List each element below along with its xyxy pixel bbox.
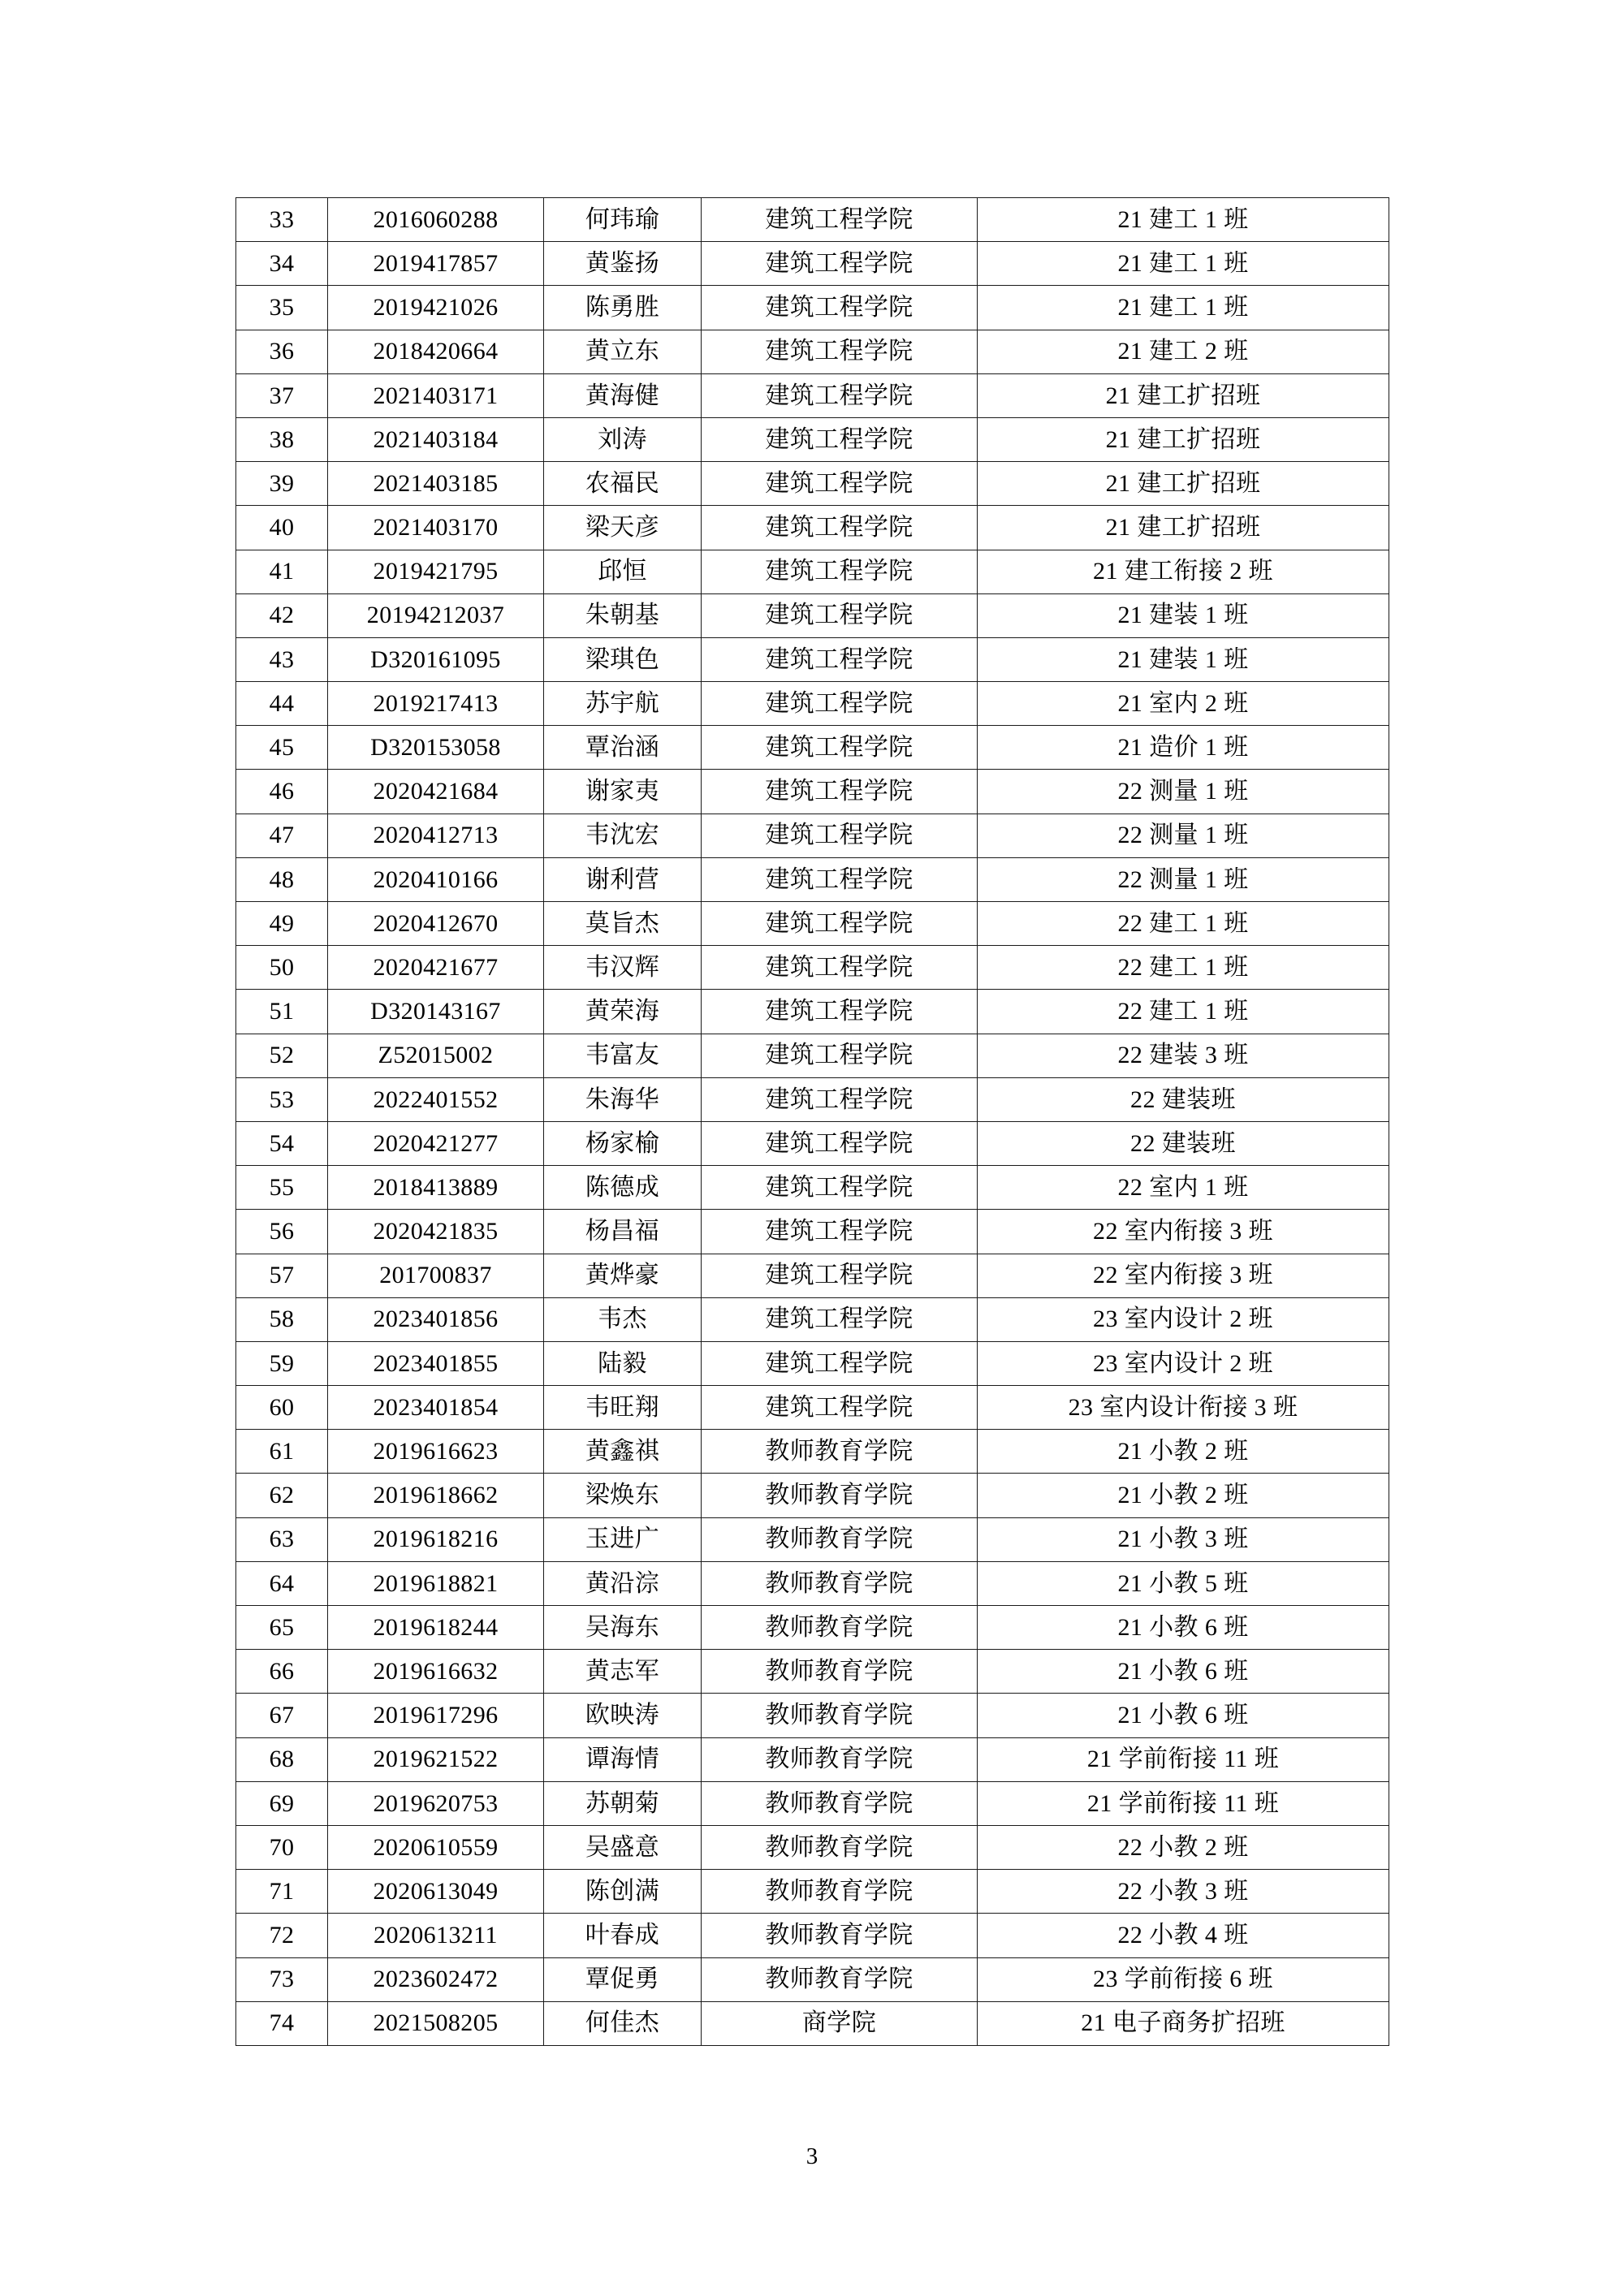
cell-student-id: 2019417857 <box>328 242 544 286</box>
cell-student-name: 谢家夷 <box>544 770 702 814</box>
cell-student-name: 刘涛 <box>544 417 702 461</box>
cell-student-id: 2019621522 <box>328 1737 544 1781</box>
cell-student-id: 2019618821 <box>328 1561 544 1605</box>
cell-student-name: 黄荣海 <box>544 990 702 1034</box>
table-row <box>236 417 1389 461</box>
table-row <box>236 1914 1389 1957</box>
cell-student-name: 叶春成 <box>544 1914 702 1957</box>
cell-college: 建筑工程学院 <box>702 902 978 946</box>
cell-college: 建筑工程学院 <box>702 990 978 1034</box>
cell-sequence-number: 66 <box>236 1650 328 1694</box>
cell-student-name: 陆毅 <box>544 1341 702 1385</box>
page-number: 3 <box>806 2143 818 2169</box>
cell-student-id: 20194212037 <box>328 593 544 637</box>
cell-student-name: 韦沈宏 <box>544 814 702 857</box>
cell-sequence-number: 68 <box>236 1737 328 1781</box>
cell-sequence-number: 64 <box>236 1561 328 1605</box>
table-row <box>236 1121 1389 1165</box>
cell-student-id: 2018420664 <box>328 330 544 373</box>
cell-student-name: 朱海华 <box>544 1077 702 1121</box>
table-row <box>236 1650 1389 1694</box>
cell-sequence-number: 44 <box>236 682 328 726</box>
cell-class: 21 建工扩招班 <box>978 373 1389 417</box>
cell-class: 22 建工 1 班 <box>978 990 1389 1034</box>
cell-sequence-number: 33 <box>236 198 328 242</box>
cell-sequence-number: 49 <box>236 902 328 946</box>
cell-student-id: 2018413889 <box>328 1166 544 1210</box>
cell-class: 21 建工 1 班 <box>978 198 1389 242</box>
table-row <box>236 1694 1389 1737</box>
table-row <box>236 1386 1389 1430</box>
table-row <box>236 726 1389 770</box>
cell-class: 21 小教 6 班 <box>978 1606 1389 1650</box>
table-row <box>236 770 1389 814</box>
cell-class: 22 测量 1 班 <box>978 857 1389 901</box>
cell-college: 建筑工程学院 <box>702 1121 978 1165</box>
cell-sequence-number: 34 <box>236 242 328 286</box>
cell-class: 21 电子商务扩招班 <box>978 2001 1389 2045</box>
cell-sequence-number: 62 <box>236 1474 328 1517</box>
cell-class: 21 建工 1 班 <box>978 286 1389 330</box>
cell-college: 教师教育学院 <box>702 1957 978 2001</box>
cell-student-id: D320161095 <box>328 637 544 681</box>
table-row <box>236 550 1389 593</box>
cell-sequence-number: 57 <box>236 1254 328 1297</box>
cell-sequence-number: 50 <box>236 946 328 990</box>
cell-sequence-number: 35 <box>236 286 328 330</box>
cell-sequence-number: 37 <box>236 373 328 417</box>
cell-sequence-number: 71 <box>236 1870 328 1914</box>
cell-college: 教师教育学院 <box>702 1914 978 1957</box>
cell-class: 21 小教 3 班 <box>978 1517 1389 1561</box>
cell-student-id: 2021508205 <box>328 2001 544 2045</box>
cell-student-id: 2019217413 <box>328 682 544 726</box>
cell-student-name: 何佳杰 <box>544 2001 702 2045</box>
table-row <box>236 1561 1389 1605</box>
cell-student-id: 2023401856 <box>328 1297 544 1341</box>
cell-college: 建筑工程学院 <box>702 726 978 770</box>
cell-college: 教师教育学院 <box>702 1694 978 1737</box>
cell-student-id: 2020412713 <box>328 814 544 857</box>
table-row <box>236 506 1389 550</box>
cell-student-name: 杨家榆 <box>544 1121 702 1165</box>
cell-sequence-number: 52 <box>236 1034 328 1077</box>
cell-college: 建筑工程学院 <box>702 286 978 330</box>
cell-student-name: 吴海东 <box>544 1606 702 1650</box>
cell-student-id: 2020610559 <box>328 1825 544 1869</box>
cell-sequence-number: 51 <box>236 990 328 1034</box>
cell-sequence-number: 65 <box>236 1606 328 1650</box>
cell-student-id: 2020613049 <box>328 1870 544 1914</box>
cell-class: 22 室内衔接 3 班 <box>978 1210 1389 1254</box>
cell-college: 建筑工程学院 <box>702 682 978 726</box>
cell-student-id: 2020421835 <box>328 1210 544 1254</box>
cell-class: 22 小教 3 班 <box>978 1870 1389 1914</box>
cell-class: 22 建装 3 班 <box>978 1034 1389 1077</box>
cell-college: 建筑工程学院 <box>702 637 978 681</box>
cell-college: 建筑工程学院 <box>702 1077 978 1121</box>
cell-student-name: 谭海情 <box>544 1737 702 1781</box>
student-roster-table <box>235 197 1389 2046</box>
table-row <box>236 1957 1389 2001</box>
cell-class: 23 室内设计 2 班 <box>978 1341 1389 1385</box>
cell-sequence-number: 58 <box>236 1297 328 1341</box>
cell-class: 23 室内设计衔接 3 班 <box>978 1386 1389 1430</box>
cell-college: 建筑工程学院 <box>702 550 978 593</box>
cell-college: 教师教育学院 <box>702 1737 978 1781</box>
cell-student-id: 2023602472 <box>328 1957 544 2001</box>
cell-student-name: 陈勇胜 <box>544 286 702 330</box>
cell-college: 商学院 <box>702 2001 978 2045</box>
cell-sequence-number: 54 <box>236 1121 328 1165</box>
cell-class: 21 学前衔接 11 班 <box>978 1737 1389 1781</box>
cell-student-name: 黄鑫祺 <box>544 1430 702 1474</box>
cell-sequence-number: 48 <box>236 857 328 901</box>
table-row <box>236 462 1389 506</box>
cell-college: 建筑工程学院 <box>702 857 978 901</box>
cell-college: 建筑工程学院 <box>702 1254 978 1297</box>
cell-sequence-number: 42 <box>236 593 328 637</box>
cell-class: 21 建装 1 班 <box>978 637 1389 681</box>
cell-student-id: 2019421026 <box>328 286 544 330</box>
cell-college: 建筑工程学院 <box>702 1210 978 1254</box>
cell-class: 22 测量 1 班 <box>978 814 1389 857</box>
cell-college: 教师教育学院 <box>702 1430 978 1474</box>
cell-college: 建筑工程学院 <box>702 417 978 461</box>
cell-sequence-number: 43 <box>236 637 328 681</box>
cell-student-id: 2022401552 <box>328 1077 544 1121</box>
cell-student-name: 梁焕东 <box>544 1474 702 1517</box>
cell-sequence-number: 59 <box>236 1341 328 1385</box>
cell-sequence-number: 47 <box>236 814 328 857</box>
cell-class: 22 建工 1 班 <box>978 902 1389 946</box>
table-row <box>236 593 1389 637</box>
cell-college: 建筑工程学院 <box>702 198 978 242</box>
cell-college: 建筑工程学院 <box>702 506 978 550</box>
cell-class: 21 小教 6 班 <box>978 1650 1389 1694</box>
cell-sequence-number: 74 <box>236 2001 328 2045</box>
cell-sequence-number: 36 <box>236 330 328 373</box>
cell-class: 21 建工 2 班 <box>978 330 1389 373</box>
cell-student-name: 黄鉴扬 <box>544 242 702 286</box>
cell-student-name: 玉进广 <box>544 1517 702 1561</box>
cell-class: 22 室内 1 班 <box>978 1166 1389 1210</box>
cell-student-id: 2020421684 <box>328 770 544 814</box>
cell-college: 建筑工程学院 <box>702 814 978 857</box>
table-row <box>236 946 1389 990</box>
cell-sequence-number: 39 <box>236 462 328 506</box>
cell-class: 22 建工 1 班 <box>978 946 1389 990</box>
cell-class: 23 室内设计 2 班 <box>978 1297 1389 1341</box>
cell-student-name: 农福民 <box>544 462 702 506</box>
cell-student-name: 韦旺翔 <box>544 1386 702 1430</box>
cell-class: 21 建工衔接 2 班 <box>978 550 1389 593</box>
cell-sequence-number: 70 <box>236 1825 328 1869</box>
cell-college: 建筑工程学院 <box>702 1386 978 1430</box>
cell-student-id: 2020412670 <box>328 902 544 946</box>
table-row <box>236 857 1389 901</box>
cell-student-id: 2023401855 <box>328 1341 544 1385</box>
table-row <box>236 1341 1389 1385</box>
cell-student-name: 黄海健 <box>544 373 702 417</box>
cell-college: 建筑工程学院 <box>702 330 978 373</box>
cell-class: 21 小教 6 班 <box>978 1694 1389 1737</box>
cell-student-id: 2020410166 <box>328 857 544 901</box>
cell-student-name: 苏宇航 <box>544 682 702 726</box>
cell-student-name: 韦富友 <box>544 1034 702 1077</box>
cell-class: 21 造价 1 班 <box>978 726 1389 770</box>
table-row <box>236 2001 1389 2045</box>
cell-sequence-number: 56 <box>236 1210 328 1254</box>
cell-class: 23 学前衔接 6 班 <box>978 1957 1389 2001</box>
table-row <box>236 1254 1389 1297</box>
cell-sequence-number: 53 <box>236 1077 328 1121</box>
cell-class: 21 室内 2 班 <box>978 682 1389 726</box>
table-row <box>236 1870 1389 1914</box>
cell-college: 建筑工程学院 <box>702 1034 978 1077</box>
table-row <box>236 990 1389 1034</box>
cell-student-name: 苏朝菊 <box>544 1781 702 1825</box>
cell-class: 21 建装 1 班 <box>978 593 1389 637</box>
table-row <box>236 1781 1389 1825</box>
cell-student-id: 2020421277 <box>328 1121 544 1165</box>
table-row <box>236 1034 1389 1077</box>
cell-student-id: 2021403171 <box>328 373 544 417</box>
cell-student-name: 覃促勇 <box>544 1957 702 2001</box>
cell-student-name: 谢利营 <box>544 857 702 901</box>
table-row <box>236 1517 1389 1561</box>
cell-sequence-number: 46 <box>236 770 328 814</box>
cell-college: 教师教育学院 <box>702 1606 978 1650</box>
cell-college: 教师教育学院 <box>702 1650 978 1694</box>
table-row <box>236 1077 1389 1121</box>
cell-student-id: Z52015002 <box>328 1034 544 1077</box>
cell-student-name: 梁天彦 <box>544 506 702 550</box>
roster-table-body <box>236 198 1389 2046</box>
cell-sequence-number: 67 <box>236 1694 328 1737</box>
cell-student-id: 2019421795 <box>328 550 544 593</box>
table-row <box>236 637 1389 681</box>
cell-college: 建筑工程学院 <box>702 1341 978 1385</box>
cell-student-id: 2023401854 <box>328 1386 544 1430</box>
table-row <box>236 330 1389 373</box>
cell-student-name: 吴盛意 <box>544 1825 702 1869</box>
cell-college: 建筑工程学院 <box>702 242 978 286</box>
cell-student-id: 2016060288 <box>328 198 544 242</box>
cell-sequence-number: 41 <box>236 550 328 593</box>
table-row <box>236 198 1389 242</box>
cell-college: 建筑工程学院 <box>702 593 978 637</box>
cell-sequence-number: 55 <box>236 1166 328 1210</box>
cell-class: 21 小教 2 班 <box>978 1474 1389 1517</box>
cell-student-id: 2019618662 <box>328 1474 544 1517</box>
table-row <box>236 902 1389 946</box>
cell-sequence-number: 69 <box>236 1781 328 1825</box>
cell-class: 21 建工扩招班 <box>978 462 1389 506</box>
cell-sequence-number: 63 <box>236 1517 328 1561</box>
cell-student-name: 莫旨杰 <box>544 902 702 946</box>
cell-student-name: 陈创满 <box>544 1870 702 1914</box>
cell-sequence-number: 45 <box>236 726 328 770</box>
cell-college: 建筑工程学院 <box>702 946 978 990</box>
cell-college: 建筑工程学院 <box>702 1166 978 1210</box>
cell-student-id: 2021403185 <box>328 462 544 506</box>
cell-sequence-number: 40 <box>236 506 328 550</box>
cell-college: 教师教育学院 <box>702 1781 978 1825</box>
cell-student-name: 杨昌福 <box>544 1210 702 1254</box>
cell-student-name: 欧映涛 <box>544 1694 702 1737</box>
cell-student-id: 2019618216 <box>328 1517 544 1561</box>
cell-class: 21 建工扩招班 <box>978 506 1389 550</box>
cell-class: 22 室内衔接 3 班 <box>978 1254 1389 1297</box>
cell-college: 教师教育学院 <box>702 1517 978 1561</box>
table-row <box>236 682 1389 726</box>
cell-student-id: 2021403170 <box>328 506 544 550</box>
cell-student-name: 韦杰 <box>544 1297 702 1341</box>
cell-student-id: 2020613211 <box>328 1914 544 1957</box>
table-row <box>236 1737 1389 1781</box>
table-row <box>236 1606 1389 1650</box>
cell-student-name: 何玮瑜 <box>544 198 702 242</box>
table-row <box>236 814 1389 857</box>
cell-student-id: 201700837 <box>328 1254 544 1297</box>
cell-class: 22 小教 4 班 <box>978 1914 1389 1957</box>
table-row <box>236 286 1389 330</box>
cell-college: 建筑工程学院 <box>702 770 978 814</box>
cell-sequence-number: 38 <box>236 417 328 461</box>
cell-student-id: 2019618244 <box>328 1606 544 1650</box>
cell-class: 22 建装班 <box>978 1077 1389 1121</box>
cell-class: 22 小教 2 班 <box>978 1825 1389 1869</box>
cell-college: 教师教育学院 <box>702 1825 978 1869</box>
cell-college: 建筑工程学院 <box>702 462 978 506</box>
cell-student-id: 2021403184 <box>328 417 544 461</box>
cell-student-name: 黄烨豪 <box>544 1254 702 1297</box>
cell-student-id: D320143167 <box>328 990 544 1034</box>
cell-student-id: D320153058 <box>328 726 544 770</box>
cell-sequence-number: 72 <box>236 1914 328 1957</box>
cell-student-id: 2019616632 <box>328 1650 544 1694</box>
cell-student-name: 朱朝基 <box>544 593 702 637</box>
cell-student-name: 黄沿淙 <box>544 1561 702 1605</box>
table-row <box>236 373 1389 417</box>
cell-college: 教师教育学院 <box>702 1474 978 1517</box>
cell-student-name: 韦汉辉 <box>544 946 702 990</box>
cell-class: 22 测量 1 班 <box>978 770 1389 814</box>
table-row <box>236 242 1389 286</box>
cell-student-name: 覃治涵 <box>544 726 702 770</box>
cell-sequence-number: 60 <box>236 1386 328 1430</box>
table-row <box>236 1166 1389 1210</box>
cell-student-name: 黄志军 <box>544 1650 702 1694</box>
cell-student-name: 邱恒 <box>544 550 702 593</box>
cell-student-name: 陈德成 <box>544 1166 702 1210</box>
cell-student-name: 黄立东 <box>544 330 702 373</box>
cell-student-name: 梁琪色 <box>544 637 702 681</box>
cell-college: 教师教育学院 <box>702 1561 978 1605</box>
cell-college: 建筑工程学院 <box>702 1297 978 1341</box>
cell-class: 21 建工扩招班 <box>978 417 1389 461</box>
roster-table-container <box>235 197 1389 2046</box>
cell-college: 建筑工程学院 <box>702 373 978 417</box>
cell-sequence-number: 73 <box>236 1957 328 2001</box>
cell-class: 21 小教 5 班 <box>978 1561 1389 1605</box>
table-row <box>236 1210 1389 1254</box>
cell-sequence-number: 61 <box>236 1430 328 1474</box>
cell-student-id: 2020421677 <box>328 946 544 990</box>
cell-college: 教师教育学院 <box>702 1870 978 1914</box>
cell-student-id: 2019616623 <box>328 1430 544 1474</box>
table-row <box>236 1297 1389 1341</box>
cell-class: 22 建装班 <box>978 1121 1389 1165</box>
table-row <box>236 1430 1389 1474</box>
table-row <box>236 1825 1389 1869</box>
cell-student-id: 2019617296 <box>328 1694 544 1737</box>
cell-class: 21 小教 2 班 <box>978 1430 1389 1474</box>
cell-class: 21 建工 1 班 <box>978 242 1389 286</box>
table-row <box>236 1474 1389 1517</box>
cell-student-id: 2019620753 <box>328 1781 544 1825</box>
cell-class: 21 学前衔接 11 班 <box>978 1781 1389 1825</box>
